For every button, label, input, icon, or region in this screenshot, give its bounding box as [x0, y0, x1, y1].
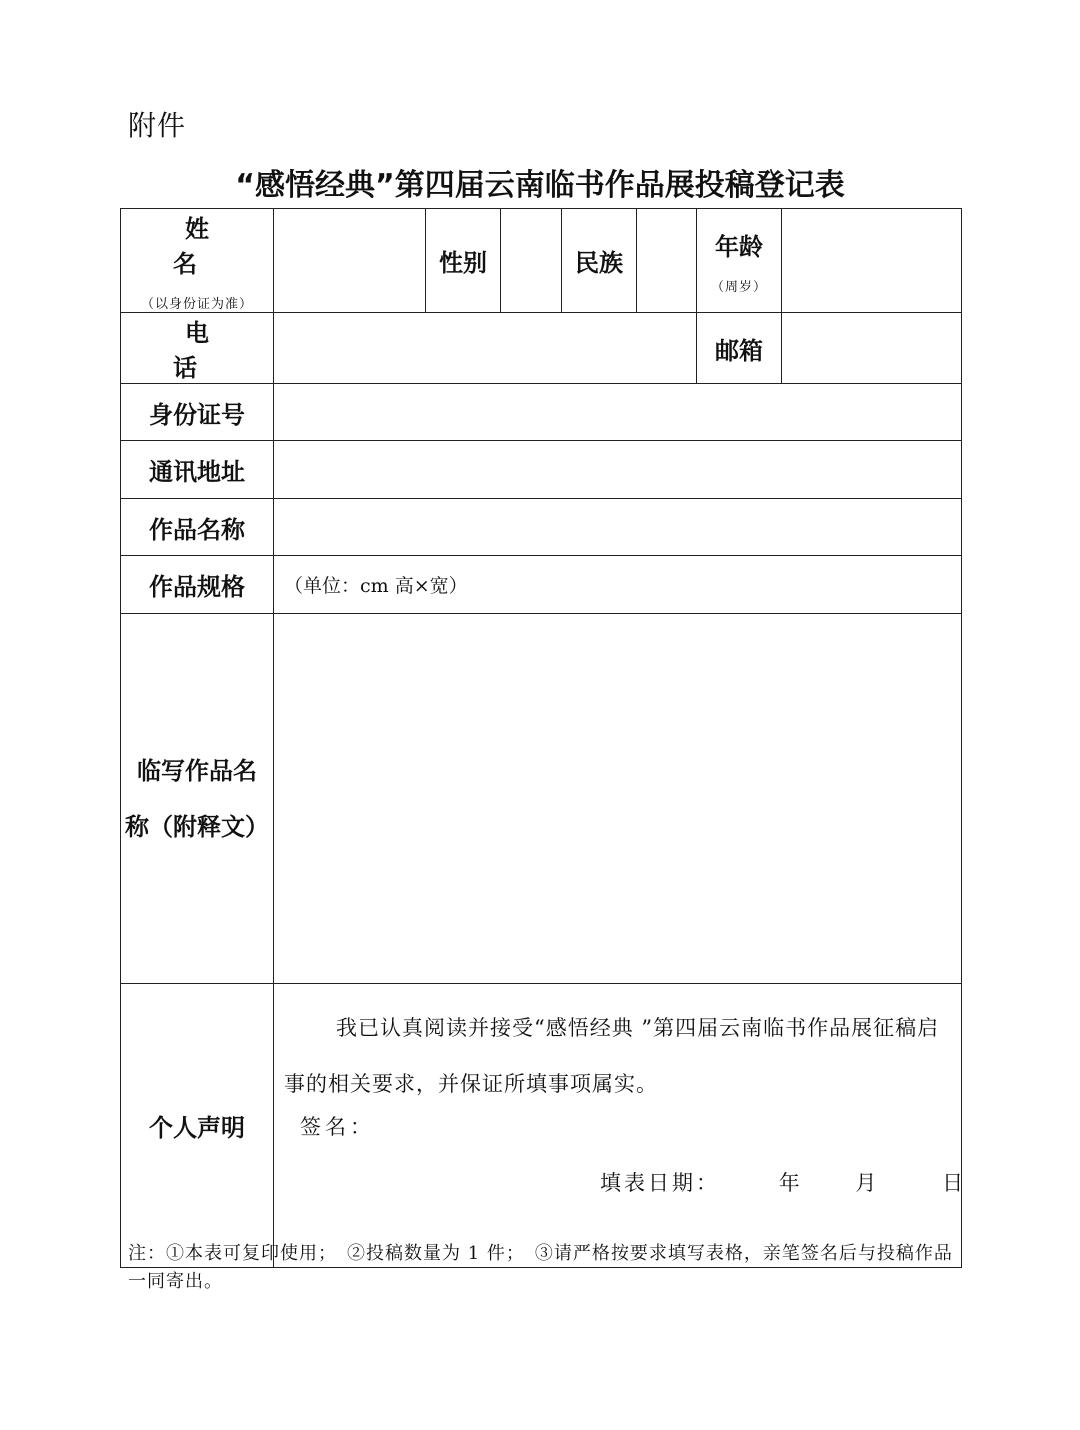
gender-label: 性别	[426, 209, 501, 313]
age-note: （周岁）	[710, 279, 767, 295]
row-declaration	[121, 984, 962, 1268]
row-copy-title	[121, 614, 962, 984]
age-field[interactable]	[782, 209, 962, 313]
phone-label-cell	[121, 313, 281, 384]
phone-label: 电 话	[173, 319, 281, 382]
address-label: 通讯地址	[121, 441, 274, 499]
ethnicity-field[interactable]	[637, 209, 697, 313]
row-id	[121, 384, 962, 441]
email-label: 邮箱	[697, 313, 782, 384]
work-spec-hint: （单位：cm 高×宽）	[284, 575, 468, 597]
signature-label: 签名：	[300, 1115, 375, 1139]
copy-title-label-line1: 临写作品名	[137, 756, 257, 785]
copy-title-label-line2: 称（附释文）	[125, 812, 269, 841]
row-name	[121, 209, 962, 313]
id-label: 身份证号	[121, 384, 274, 441]
declaration-text: 我已认真阅读并接受“感悟经典 ”第四届云南临书作品展征稿启事的相关要求，并保证所填事项属实。	[284, 1016, 940, 1096]
age-label-cell	[697, 209, 782, 313]
row-work-title	[121, 499, 962, 556]
name-note: （以身份证为准）	[140, 297, 253, 312]
email-field[interactable]	[782, 313, 962, 384]
registration-form-table	[120, 208, 962, 1268]
footnote: 注：①本表可复印使用； ②投稿数量为 1 件； ③请严格按要求填写表格，亲笔签名后与投稿作品一同寄出。	[128, 1243, 953, 1292]
phone-field[interactable]	[274, 313, 697, 384]
id-field[interactable]	[274, 384, 962, 441]
signature-line[interactable]	[300, 1111, 375, 1141]
copy-title-label-cell	[121, 614, 274, 984]
name-label-cell	[121, 209, 281, 313]
work-spec-label: 作品规格	[121, 556, 274, 614]
copy-title-field[interactable]	[274, 614, 962, 984]
row-phone	[121, 313, 962, 384]
year-label: 年	[778, 1171, 800, 1195]
attachment-label: 附件	[128, 109, 187, 142]
ethnicity-label: 民族	[562, 209, 637, 313]
work-title-field[interactable]	[274, 499, 962, 556]
declaration-label: 个人声明	[121, 984, 274, 1268]
row-work-spec	[121, 556, 962, 614]
day-label: 日	[942, 1171, 964, 1195]
month-label: 月	[855, 1171, 877, 1195]
date-line[interactable]	[600, 1167, 964, 1197]
row-address	[121, 441, 962, 499]
declaration-cell	[274, 984, 962, 1268]
name-label: 姓 名	[173, 215, 281, 278]
work-spec-field[interactable]	[274, 556, 962, 614]
gender-field[interactable]	[501, 209, 562, 313]
age-label: 年龄	[715, 232, 763, 261]
address-field[interactable]	[274, 441, 962, 499]
form-title: “感悟经典”第四届云南临书作品展投稿登记表	[235, 168, 845, 203]
work-title-label: 作品名称	[121, 499, 274, 556]
date-label: 填表日期：	[600, 1171, 720, 1195]
name-field[interactable]	[274, 209, 426, 313]
